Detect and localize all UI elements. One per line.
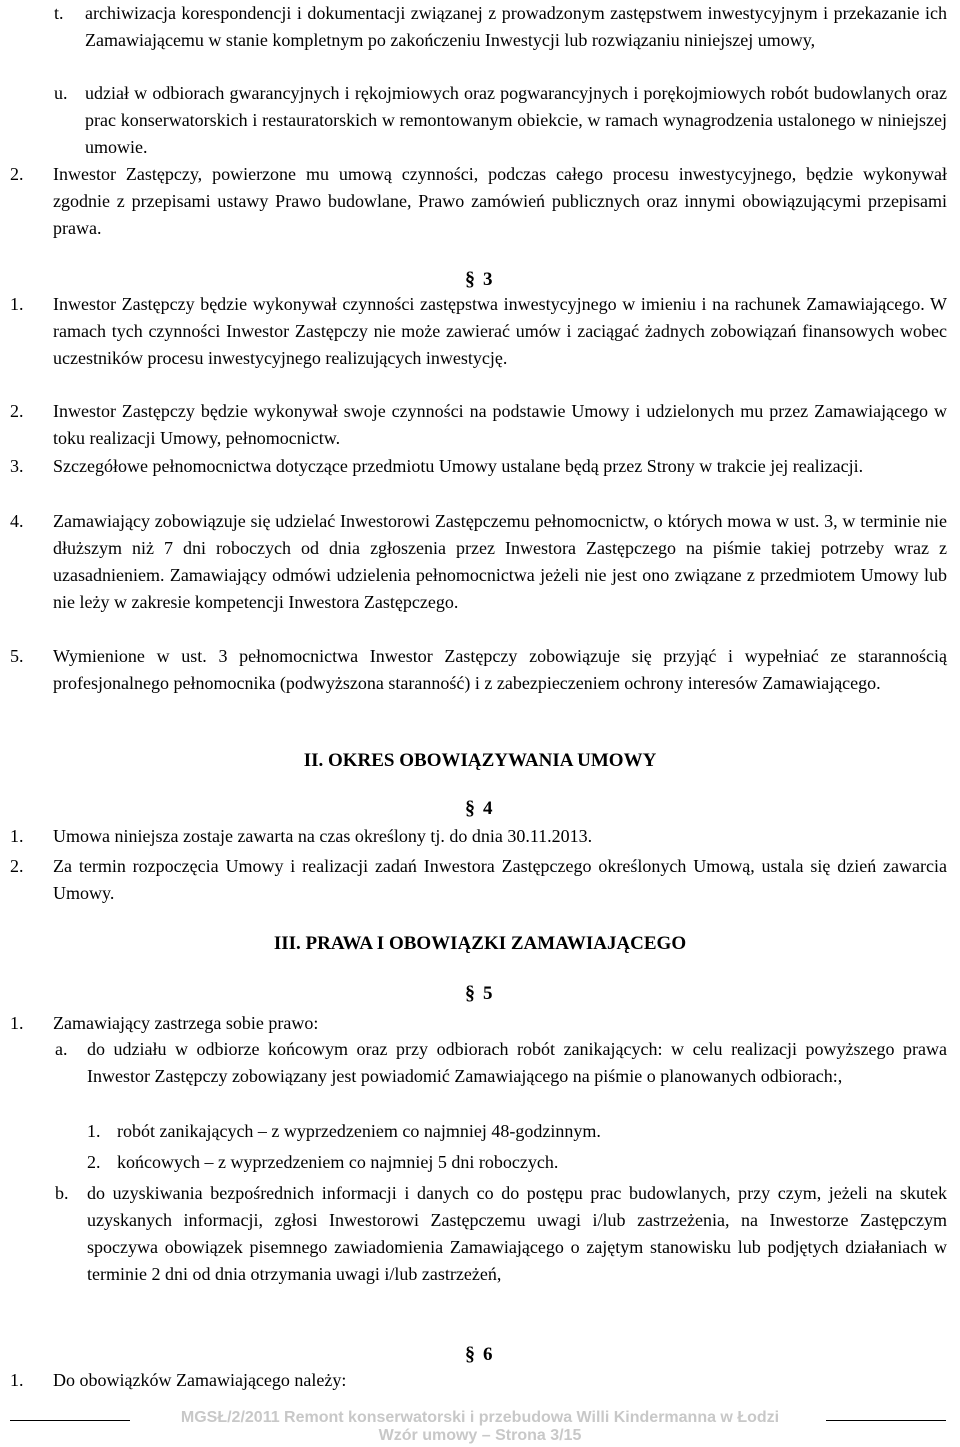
list-item (10, 453, 947, 480)
item-label: b. (55, 1183, 69, 1203)
item-text: Umowa niniejsza zostaje zawarta na czas określony tj. do dnia 30.11.2013. (53, 826, 593, 846)
item-text: Szczegółowe pełnomocnictwa dotyczące przedmiotu Umowy ustalane będą przez Strony w trakcie jej realizacji. (53, 456, 864, 476)
sub-sub-item-1 (87, 1118, 947, 1145)
list-item (10, 823, 947, 850)
list-item-u (10, 80, 947, 161)
paragraph-marker-5 (465, 980, 493, 1007)
list-item (10, 291, 947, 372)
section-symbol: § (465, 268, 475, 290)
paragraph-marker-3 (465, 266, 493, 293)
item-text: robót zanikających – z wyprzedzeniem co najmniej 48-godzinnym. (117, 1121, 601, 1141)
sub-item-a (55, 1036, 947, 1090)
item-text: Inwestor Zastępczy, powierzone mu umową czynności, podczas całego procesu inwestycyjnego, będzie wykonywał zgodnie z przepisami ustawy Prawo budowlane, Prawo zamówień publicznych oraz innymi obowiązującymi przepisami prawa. (53, 164, 947, 238)
paragraph-number: 6 (483, 1344, 493, 1365)
item-text: końcowych – z wyprzedzeniem co najmniej 5 dni roboczych. (117, 1152, 559, 1172)
list-item-t (10, 0, 947, 54)
item-label: 2. (87, 1152, 101, 1172)
item-text: Zamawiający zastrzega sobie prawo: (53, 1013, 319, 1033)
item-label: 1. (10, 294, 24, 314)
section-heading-2: II. OKRES OBOWIĄZYWANIA UMOWY (303, 750, 657, 771)
item-text: Inwestor Zastępczy będzie wykonywał swoje czynności na podstawie Umowy i udzielonych mu przez Zamawiającego w toku realizacji Umowy, pełnomocnictw. (53, 401, 947, 448)
item-label: 1. (10, 1013, 24, 1033)
item-text: do udziału w odbiorze końcowym oraz przy odbiorach robót zanikających: w celu realizacji powyższego prawa Inwestor Zastępczy zobowiązany jest powiadomić Zamawiającego na piśmie o planowanych odbiorach:, (87, 1039, 947, 1086)
list-item (10, 508, 947, 616)
item-label: 3. (10, 456, 24, 476)
item-text: Do obowiązków Zamawiającego należy: (53, 1370, 347, 1390)
item-label: 1. (10, 826, 24, 846)
item-label: t. (54, 3, 64, 23)
footer-line-2: Wzór umowy – Strona 3/15 (378, 1427, 582, 1444)
section-heading-3: III. PRAWA I OBOWIĄZKI ZAMAWIAJĄCEGO (273, 933, 687, 954)
list-item (10, 398, 947, 452)
list-item (10, 853, 947, 907)
item-text: archiwizacja korespondencji i dokumentacji związanej z prowadzonym zastępstwem inwestycyjnym i przekazanie ich Zamawiającemu w stanie kompletnym po zakończeniu Inwestycji lub rozwiązaniu niniejszej umowy, (85, 3, 947, 50)
paragraph-number: 4 (483, 798, 493, 819)
item-label: 4. (10, 511, 24, 531)
item-text: do uzyskiwania bezpośrednich informacji i danych co do postępu prac budowlanych, przy czym, jeżeli na skutek uzyskanych informacji, zgłosi Inwestorowi Zastępczemu uwagi i/lub zastrzeżenia, na Inwestorze Zastępczym spoczywa obowiązek pisemnego zawiadomienia Zamawiającego o zajętym stanowisku lub podjętych działaniach w terminie 2 dni od dnia otrzymania uwagi i/lub zastrzeżeń, (87, 1183, 947, 1284)
item-text: Za termin rozpoczęcia Umowy i realizacji zadań Inwestora Zastępczego określonych Umową, ustala się dzień zawarcia Umowy. (53, 856, 947, 903)
list-item-2 (10, 161, 947, 242)
item-label: 1. (10, 1370, 24, 1390)
item-label: u. (54, 83, 68, 103)
section-symbol: § (465, 797, 475, 819)
item-label: 1. (87, 1121, 101, 1141)
item-text: Inwestor Zastępczy będzie wykonywał czynności zastępstwa inwestycyjnego w imieniu i na rachunek Zamawiającego. W ramach tych czynności Inwestor Zastępczy nie może zawierać umów i zaciągać żadnych zobowiązań finansowych wobec uczestników procesu inwestycyjnego realizujących inwestycję. (53, 294, 947, 368)
item-text: Zamawiający zobowiązuje się udzielać Inwestorowi Zastępczemu pełnomocnictw, o których mowa w ust. 3, w terminie nie dłuższym niż 7 dni roboczych od dnia zgłoszenia przez Inwestora Zastępczego na piśmie takiej potrzeby wraz z uzasadnieniem. Zamawiający odmówi udzielenia pełnomocnictwa jeżeli nie jest ono związane z przedmiotem Umowy lub nie leży w zakresie kompetencji Inwestora Zastępczego. (53, 511, 947, 612)
item-label: a. (55, 1039, 68, 1059)
item-label: 2. (10, 856, 24, 876)
footer-line-1: MGSŁ/2/2011 Remont konserwatorski i przebudowa Willi Kindermanna w Łodzi (180, 1409, 780, 1426)
section-symbol: § (465, 1343, 475, 1365)
list-item (10, 1367, 947, 1394)
sub-sub-item-2 (87, 1149, 947, 1176)
paragraph-number: 5 (483, 983, 493, 1004)
item-label: 2. (10, 401, 24, 421)
item-label: 5. (10, 646, 24, 666)
section-symbol: § (465, 982, 475, 1004)
paragraph-marker-6 (465, 1341, 493, 1368)
list-item (10, 643, 947, 697)
paragraph-number: 3 (483, 269, 493, 290)
list-item (10, 1010, 947, 1037)
item-text: Wymienione w ust. 3 pełnomocnictwa Inwestor Zastępczy zobowiązuje się przyjąć i wypełniać ze starannością profesjonalnego pełnomocnika (podwyższona staranność) i z zabezpieczeniem ochrony interesów Zamawiającego. (53, 646, 947, 693)
paragraph-marker-4 (465, 795, 493, 822)
item-label: 2. (10, 164, 24, 184)
item-text: udział w odbiorach gwarancyjnych i rękojmiowych oraz pogwarancyjnych i porękojmiowych robót budowlanych oraz prac konserwatorskich i restauratorskich w remontowanym obiekcie, w ramach wynagrodzenia ustalonego w niniejszej umowie. (85, 83, 947, 157)
sub-item-b (55, 1180, 947, 1288)
